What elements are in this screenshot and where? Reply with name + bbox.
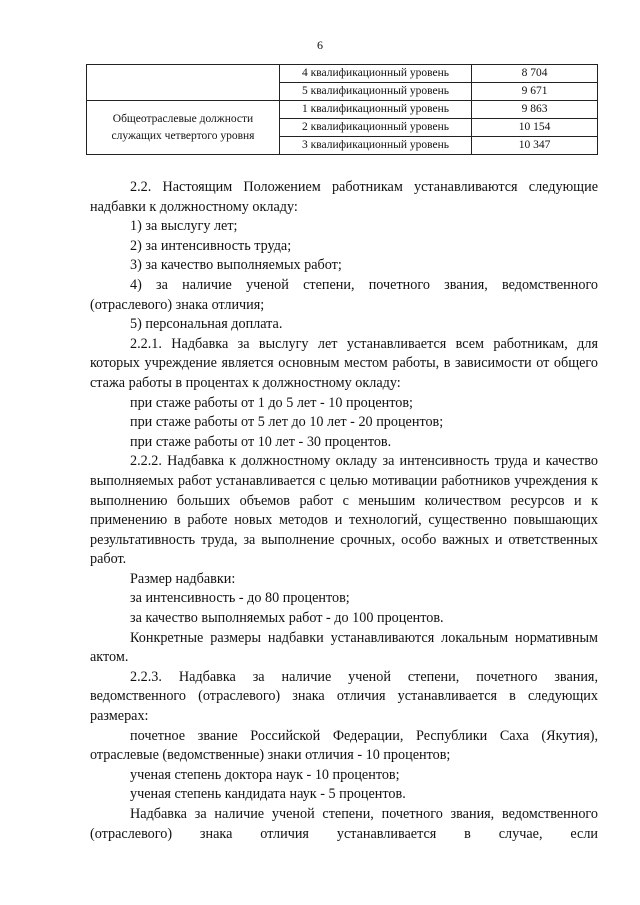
- body-text: [90, 178, 598, 844]
- page-number: 6: [317, 38, 323, 52]
- level-cell: 3 квалификационный уровень: [280, 137, 472, 155]
- paragraph: 5) персональная доплата.: [130, 316, 283, 333]
- paragraph: почетное звание Российской Федерации, Республики Саха (Якутия), отраслевые (ведомственные) знаки отличия - 10 процентов;: [90, 727, 598, 764]
- paragraph: за качество выполняемых работ - до 100 процентов.: [130, 610, 444, 627]
- paragraph: 4) за наличие ученой степени, почетного звания, ведомственного (отраслевого) знака отличия;: [90, 276, 598, 313]
- group-cell: Общеотраслевые должности служащих четвертого уровня: [87, 101, 280, 155]
- paragraph: 2.2.3. Надбавка за наличие ученой степени, почетного звания, ведомственного (отраслевого) знака отличия устанавливается в следующих размерах:: [90, 668, 598, 725]
- amount-cell: 10 154: [472, 119, 598, 137]
- paragraph: Конкретные размеры надбавки устанавливаются локальным нормативным актом.: [90, 629, 598, 666]
- level-cell: 1 квалификационный уровень: [280, 101, 472, 119]
- paragraph: Надбавка за наличие ученой степени, почетного звания, ведомственного (отраслевого) знака отличия устанавливается в случае, если: [90, 806, 598, 842]
- table-row: [87, 65, 598, 83]
- paragraph: 2) за интенсивность труда;: [130, 237, 292, 254]
- paragraph: за интенсивность - до 80 процентов;: [130, 590, 350, 607]
- level-cell: 4 квалификационный уровень: [280, 65, 472, 83]
- paragraph: Размер надбавки:: [130, 570, 236, 587]
- paragraph: ученая степень кандидата наук - 5 процентов.: [130, 786, 406, 803]
- paragraph: 2.2.2. Надбавка к должностному окладу за интенсивность труда и качество выполняемых работ устанавливается с целью мотивации работников учреждения к выполнению больших объемов работ с меньшим количеством ресурсов и к применению в работе новых методов и технологий, существенно повышающих результативность труда, за выполнение срочных, особо важных и ответственных работ.: [90, 453, 598, 568]
- paragraph: 2.2. Настоящим Положением работникам устанавливаются следующие надбавки к должностному окладу:: [90, 179, 598, 215]
- paragraph: 3) за качество выполняемых работ;: [130, 257, 342, 274]
- paragraph: при стаже работы от 1 до 5 лет - 10 процентов;: [130, 394, 413, 411]
- amount-cell: 9 671: [472, 83, 598, 101]
- level-cell: 2 квалификационный уровень: [280, 119, 472, 137]
- paragraph: при стаже работы от 10 лет - 30 процентов.: [130, 433, 392, 450]
- paragraph: при стаже работы от 5 лет до 10 лет - 20 процентов;: [130, 414, 444, 431]
- table-row: [87, 101, 598, 119]
- level-cell: 5 квалификационный уровень: [280, 83, 472, 101]
- amount-cell: 10 347: [472, 137, 598, 155]
- amount-cell: 9 863: [472, 101, 598, 119]
- group-cell: [87, 65, 280, 101]
- paragraph: 2.2.1. Надбавка за выслугу лет устанавливается всем работникам, для которых учреждение является основным местом работы, в зависимости от общего стажа работы в процентах к должностному окладу:: [90, 335, 598, 391]
- amount-cell: 8 704: [472, 65, 598, 83]
- paragraph: ученая степень доктора наук - 10 процентов;: [130, 766, 400, 783]
- salary-table: [86, 64, 598, 155]
- paragraph: 1) за выслугу лет;: [130, 218, 238, 235]
